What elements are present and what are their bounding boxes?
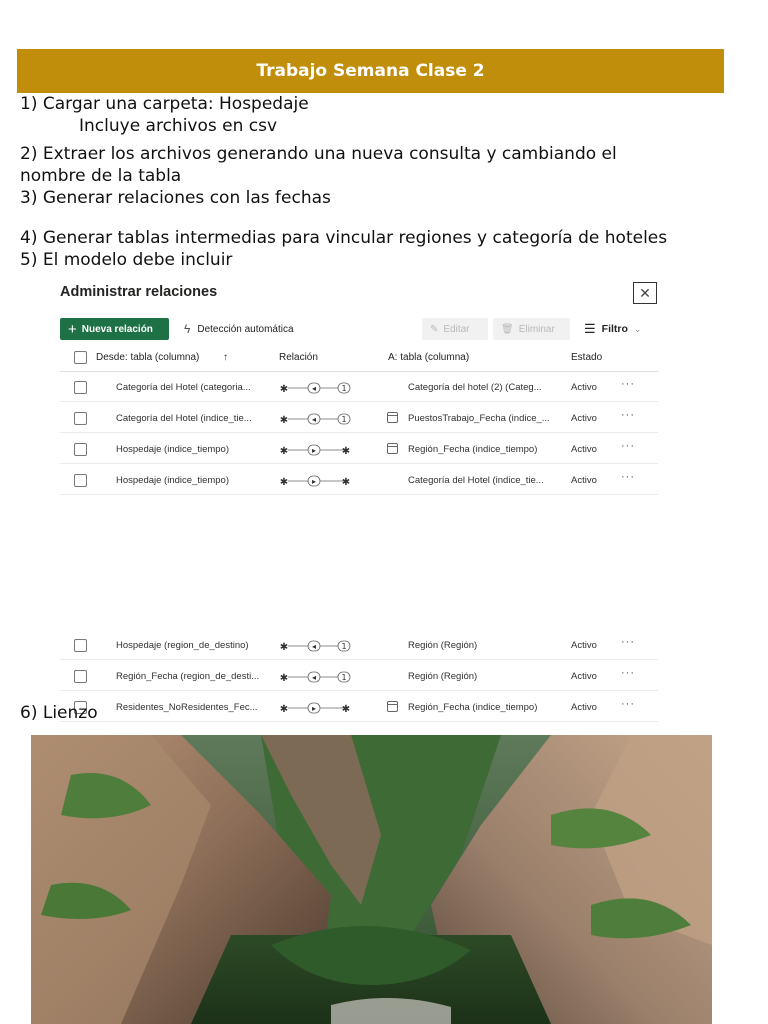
chevron-down-icon: ⌄ <box>633 323 642 334</box>
svg-text:1: 1 <box>341 415 347 424</box>
manage-relationships-dialog <box>48 274 678 715</box>
row-to: Región_Fecha (indice_tiempo) <box>408 444 538 455</box>
svg-text:✱: ✱ <box>279 384 289 395</box>
step-3: 3) Generar relaciones con las fechas <box>20 188 331 208</box>
row-from: Residentes_NoResidentes_Fec... <box>116 702 258 713</box>
lightning-icon: ϟ <box>184 322 191 336</box>
canyon-landscape-image <box>31 735 712 1024</box>
row-status: Activo <box>571 444 597 455</box>
step-6: 6) Lienzo <box>20 703 98 723</box>
trash-icon: 🗑 <box>501 323 514 335</box>
row-checkbox[interactable] <box>74 639 87 652</box>
svg-text:▸: ▸ <box>311 704 317 713</box>
pencil-icon: ✎ <box>430 323 439 335</box>
row-checkbox[interactable] <box>74 381 87 394</box>
row-status: Activo <box>571 475 597 486</box>
table-row[interactable] <box>60 692 658 722</box>
calendar-icon <box>387 443 398 454</box>
relationship-cardinality-icon <box>278 474 354 488</box>
relationship-cardinality-icon <box>278 381 354 395</box>
svg-text:✱: ✱ <box>341 477 351 488</box>
svg-text:◂: ◂ <box>311 642 317 651</box>
header-to: A: tabla (columna) <box>388 352 470 363</box>
table-row[interactable] <box>60 465 658 495</box>
row-status: Activo <box>571 640 597 651</box>
calendar-icon <box>387 701 398 712</box>
select-all-checkbox[interactable] <box>74 351 87 364</box>
svg-text:▸: ▸ <box>311 477 317 486</box>
row-from: Hospedaje (region_de_destino) <box>116 640 249 651</box>
calendar-icon <box>387 412 398 423</box>
svg-text:✱: ✱ <box>279 477 289 488</box>
more-options-icon[interactable]: ··· <box>621 667 635 679</box>
row-to: Región_Fecha (indice_tiempo) <box>408 702 538 713</box>
filter-label: Filtro <box>601 323 628 335</box>
row-from: Región_Fecha (region_de_desti... <box>116 671 260 682</box>
title-banner <box>17 49 724 93</box>
table-row[interactable] <box>60 372 658 402</box>
dialog-title: Administrar relaciones <box>60 284 218 300</box>
close-button[interactable] <box>633 282 657 304</box>
table-row[interactable] <box>60 630 658 660</box>
row-to: Región (Región) <box>408 640 478 651</box>
row-from: Categoría del Hotel (categoria... <box>116 382 251 393</box>
more-options-icon[interactable]: ··· <box>621 378 635 390</box>
table-row[interactable] <box>60 661 658 691</box>
row-checkbox[interactable] <box>74 670 87 683</box>
svg-text:1: 1 <box>341 642 347 651</box>
plus-icon: + <box>68 320 77 338</box>
more-options-icon[interactable]: ··· <box>621 409 635 421</box>
sort-arrow-icon[interactable]: ↑ <box>223 352 228 363</box>
step-4: 4) Generar tablas intermedias para vincular regiones y categoría de hoteles <box>20 228 668 248</box>
row-checkbox[interactable] <box>74 474 87 487</box>
svg-text:✱: ✱ <box>279 642 289 653</box>
header-from[interactable]: Desde: tabla (columna) <box>96 352 200 363</box>
table-header <box>60 344 658 372</box>
edit-label: Editar <box>443 323 470 335</box>
svg-text:✱: ✱ <box>341 704 351 715</box>
row-status: Activo <box>571 702 597 713</box>
svg-text:▸: ▸ <box>311 446 317 455</box>
row-to: Región (Región) <box>408 671 478 682</box>
svg-text:◂: ◂ <box>311 415 317 424</box>
row-to: Categoría del Hotel (indice_tie... <box>408 475 544 486</box>
relationship-cardinality-icon <box>278 443 354 457</box>
step-5: 5) El modelo debe incluir <box>20 250 233 270</box>
step-2-line-1: 2) Extraer los archivos generando una nueva consulta y cambiando el <box>20 144 617 164</box>
dialog-toolbar <box>60 318 658 340</box>
svg-text:✱: ✱ <box>279 446 289 457</box>
delete-button[interactable] <box>493 318 570 340</box>
svg-text:✱: ✱ <box>279 704 289 715</box>
delete-label: Eliminar <box>518 323 555 335</box>
more-options-icon[interactable]: ··· <box>621 471 635 483</box>
row-status: Activo <box>571 382 597 393</box>
header-relation: Relación <box>279 352 318 363</box>
table-row[interactable] <box>60 434 658 464</box>
relationship-cardinality-icon <box>278 412 354 426</box>
table-row[interactable] <box>60 403 658 433</box>
filter-button[interactable] <box>584 318 641 340</box>
relationship-cardinality-icon <box>278 670 354 684</box>
row-status: Activo <box>571 413 597 424</box>
more-options-icon[interactable]: ··· <box>621 698 635 710</box>
row-to: PuestosTrabajo_Fecha (indice_... <box>408 413 550 424</box>
svg-text:1: 1 <box>341 384 347 393</box>
header-status: Estado <box>571 352 603 363</box>
relationship-cardinality-icon <box>278 701 354 715</box>
row-from: Hospedaje (indice_tiempo) <box>116 475 230 486</box>
svg-text:◂: ◂ <box>311 673 317 682</box>
row-from: Categoría del Hotel (indice_tie... <box>116 413 252 424</box>
row-to: Categoría del hotel (2) (Categ... <box>408 382 542 393</box>
autodetect-button[interactable] <box>184 318 294 340</box>
row-checkbox[interactable] <box>74 443 87 456</box>
svg-text:✱: ✱ <box>341 446 351 457</box>
svg-text:✱: ✱ <box>279 673 289 684</box>
step-1-detail: Incluye archivos en csv <box>79 116 278 136</box>
new-relationship-label: Nueva relación <box>81 323 153 335</box>
step-2-line-2: nombre de la tabla <box>20 166 182 186</box>
svg-text:◂: ◂ <box>311 384 317 393</box>
row-status: Activo <box>571 671 597 682</box>
row-checkbox[interactable] <box>74 412 87 425</box>
document-title: Trabajo Semana Clase 2 <box>256 61 485 81</box>
svg-text:1: 1 <box>341 673 347 682</box>
filter-icon: ☰ <box>584 321 596 336</box>
close-icon: ✕ <box>639 284 651 301</box>
more-options-icon[interactable]: ··· <box>621 440 635 452</box>
step-1: 1) Cargar una carpeta: Hospedaje <box>20 94 309 114</box>
edit-button[interactable] <box>422 318 488 340</box>
row-from: Hospedaje (indice_tiempo) <box>116 444 230 455</box>
svg-text:✱: ✱ <box>279 415 289 426</box>
relationship-cardinality-icon <box>278 639 354 653</box>
new-relationship-button[interactable] <box>60 318 169 340</box>
more-options-icon[interactable]: ··· <box>621 636 635 648</box>
autodetect-label: Detección automática <box>197 323 294 335</box>
